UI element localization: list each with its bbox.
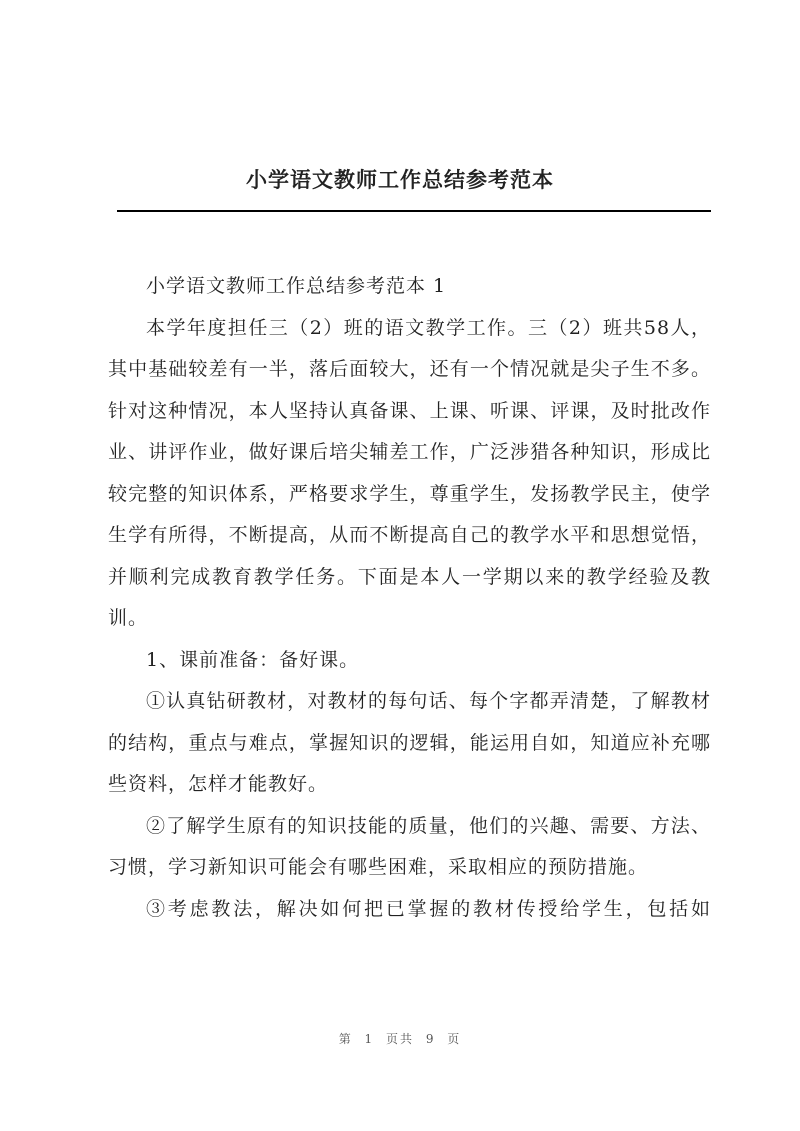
subheading-lesson-prep: 1、课前准备：备好课。 [146, 648, 360, 671]
page-number-footer: 第 1 页共 9 页 [338, 1032, 462, 1046]
document-body [108, 266, 711, 930]
document-title: 小学语文教师工作总结参考范本 [246, 167, 554, 192]
paragraph-item-2: ②了解学生原有的知识技能的质量，他们的兴趣、需要、方法、习惯，学习新知识可能会有哪些困难，采取相应的预防措施。 [108, 814, 711, 878]
section-heading: 小学语文教师工作总结参考范本 1 [146, 275, 447, 297]
title-divider [117, 210, 711, 212]
intro-paragraph: 本学年度担任三（2）班的语文教学工作。三（2）班共58人，其中基础较差有一半，落后面较大，还有一个情况就是尖子生不多。 针对这种情况，本人坚持认真备课、上课、听课、评课，及时批改作业、讲评作业，做好课后培尖辅差工作，广泛涉猎各种知识，形成比较完整的知识体系，严格要求学生，尊重学生，发扬教学民主，使学生学有所得，不断提高，从而不断提高自己的教学水平和思想觉悟，并顺利完成教育教学任务。下面是本人一学期以来的教学经验及教训。 [108, 316, 711, 629]
paragraph-item-3: ③考虑教法，解决如何把已掌握的教材传授给学生，包括如 [146, 897, 711, 920]
paragraph-item-1: ①认真钻研教材，对教材的每句话、每个字都弄清楚，了解教材的结构，重点与难点，掌握知识的逻辑，能运用自如，知道应补充哪些资料，怎样才能教好。 [108, 690, 711, 795]
